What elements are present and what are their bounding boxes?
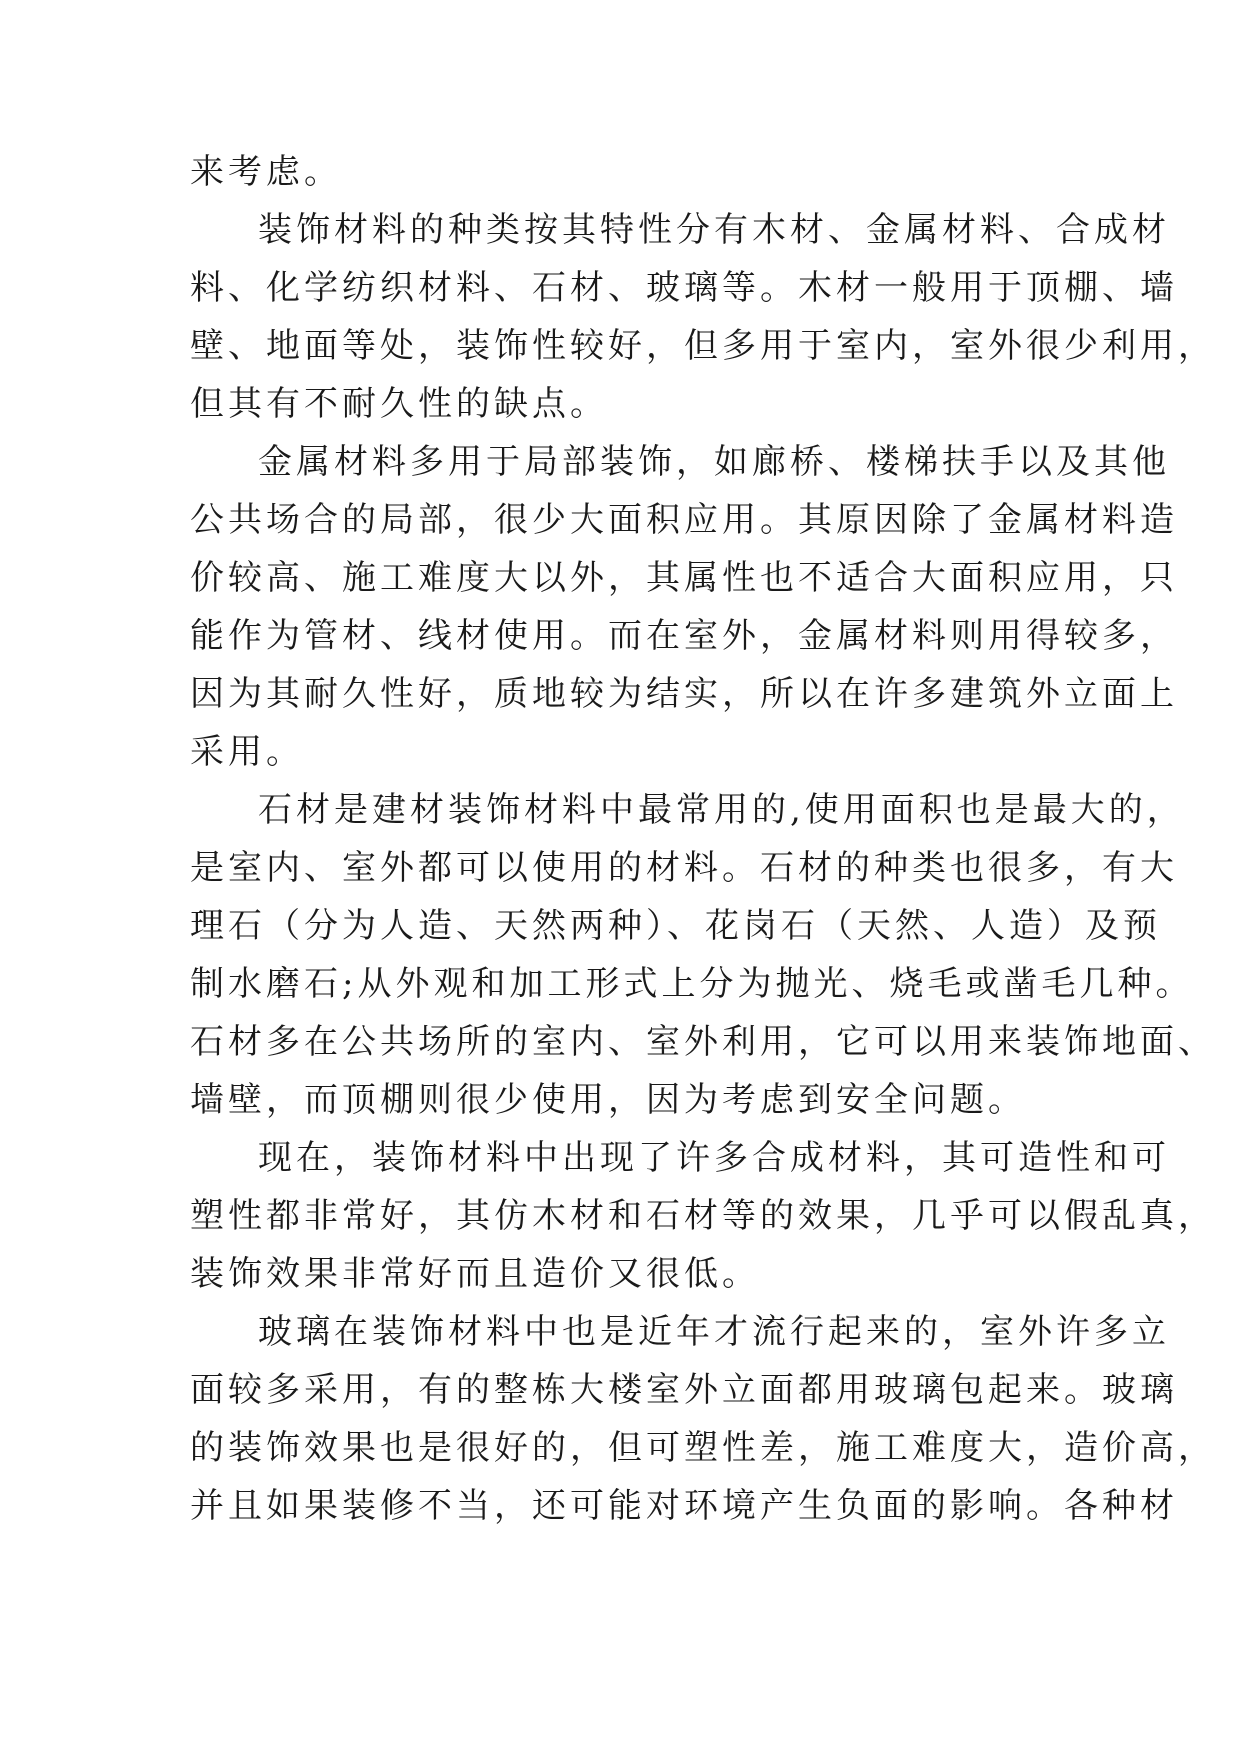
text-line: 壁、地面等处，装饰性较好，但多用于室内，室外很少利用， [190, 326, 1216, 366]
text-line: 公共场合的局部，很少大面积应用。其原因除了金属材料造 [190, 500, 1178, 540]
text-line: 石材多在公共场所的室内、室外利用，它可以用来装饰地面、 [190, 1022, 1216, 1062]
text-line: 的装饰效果也是很好的，但可塑性差，施工难度大，造价高， [190, 1428, 1216, 1468]
text-line: 能作为管材、线材使用。而在室外，金属材料则用得较多， [190, 616, 1178, 656]
text-line: 制水磨石;从外观和加工形式上分为抛光、烧毛或凿毛几种。 [190, 964, 1194, 1004]
document-page [190, 152, 1216, 1652]
text-line: 是室内、室外都可以使用的材料。石材的种类也很多，有大 [190, 848, 1178, 888]
text-line: 理石（分为人造、天然两种）、花岗石（天然、人造）及预 [190, 906, 1161, 946]
paragraph-first-line: 装饰材料的种类按其特性分有木材、金属材料、合成材 [258, 210, 1170, 250]
text-line: 并且如果装修不当，还可能对环境产生负面的影响。各种材 [190, 1486, 1178, 1526]
text-line: 墙壁，而顶棚则很少使用，因为考虑到安全问题。 [190, 1080, 1026, 1120]
paragraph-first-line: 现在，装饰材料中出现了许多合成材料，其可造性和可 [258, 1138, 1170, 1178]
paragraph-first-line: 金属材料多用于局部装饰，如廊桥、楼梯扶手以及其他 [258, 442, 1170, 482]
text-line: 面较多采用，有的整栋大楼室外立面都用玻璃包起来。玻璃 [190, 1370, 1178, 1410]
paragraph-first-line: 石材是建材装饰材料中最常用的,使用面积也是最大的， [258, 790, 1185, 830]
text-line: 来考虑。 [190, 152, 342, 192]
paragraph-first-line: 玻璃在装饰材料中也是近年才流行起来的，室外许多立 [258, 1312, 1170, 1352]
text-line: 塑性都非常好，其仿木材和石材等的效果，几乎可以假乱真， [190, 1196, 1216, 1236]
text-line: 采用。 [190, 732, 304, 772]
text-line: 因为其耐久性好，质地较为结实，所以在许多建筑外立面上 [190, 674, 1178, 714]
text-line: 但其有不耐久性的缺点。 [190, 384, 608, 424]
text-line: 装饰效果非常好而且造价又很低。 [190, 1254, 760, 1294]
text-line: 价较高、施工难度大以外，其属性也不适合大面积应用，只 [190, 558, 1178, 598]
text-line: 料、化学纺织材料、石材、玻璃等。木材一般用于顶棚、墙 [190, 268, 1178, 308]
